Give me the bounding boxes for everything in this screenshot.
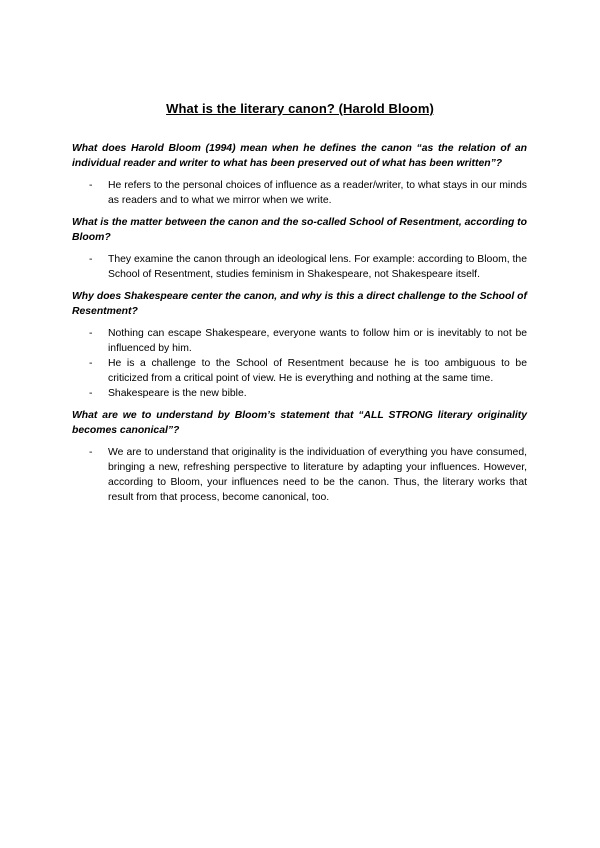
answer-list-4	[72, 445, 527, 505]
answer-text: He refers to the personal choices of influence as a reader/writer, to what stays in our minds as readers and to what we mirror when we write.	[108, 180, 527, 206]
answer-text: They examine the canon through an ideological lens. For example: according to Bloom, the School of Resentment, studies feminism in Shakespeare, not Shakespeare itself.	[108, 254, 527, 280]
dash-bullet: -	[89, 328, 93, 339]
answer-item	[72, 445, 527, 505]
answer-text: Shakespeare is the new bible.	[108, 388, 247, 399]
answer-item	[72, 178, 527, 208]
answer-item	[72, 326, 527, 356]
answer-list-1	[72, 178, 527, 208]
dash-bullet: -	[89, 180, 93, 191]
dash-bullet: -	[89, 388, 93, 399]
question-2: What is the matter between the canon and the so-called School of Resentment, according to Bloom?	[72, 217, 527, 243]
answer-list-2	[72, 252, 527, 282]
answer-item	[72, 356, 527, 386]
question-1: What does Harold Bloom (1994) mean when he defines the canon “as the relation of an individual reader and writer to what has been preserved out of what has been written”?	[72, 143, 527, 169]
qa-section-4	[72, 408, 527, 505]
dash-bullet: -	[89, 447, 93, 458]
answer-text: Nothing can escape Shakespeare, everyone wants to follow him or is inevitably to not be influenced by him.	[108, 328, 527, 354]
dash-bullet: -	[89, 358, 93, 369]
answer-item	[72, 252, 527, 282]
answer-item	[72, 386, 527, 401]
qa-section-3	[72, 289, 527, 401]
answer-list-3	[72, 326, 527, 401]
answer-text: He is a challenge to the School of Resentment because he is too ambiguous to be criticized from a critical point of view. He is everything and nothing at the same time.	[108, 358, 527, 384]
qa-section-2	[72, 215, 527, 282]
document-body	[72, 141, 527, 512]
question-3: Why does Shakespeare center the canon, and why is this a direct challenge to the School of Resentment?	[72, 291, 527, 317]
answer-text: We are to understand that originality is the individuation of everything you have consumed, bringing a new, refreshing perspective to literature by adapting your influences. However, according to Bloom, your influences need to be the canon. Thus, the literary works that result from that process, become canonical, too.	[108, 447, 527, 503]
dash-bullet: -	[89, 254, 93, 265]
question-4: What are we to understand by Bloom’s statement that “ALL STRONG literary originality becomes canonical”?	[72, 410, 527, 436]
document-title: What is the literary canon? (Harold Bloom)	[166, 101, 434, 116]
qa-section-1	[72, 141, 527, 208]
